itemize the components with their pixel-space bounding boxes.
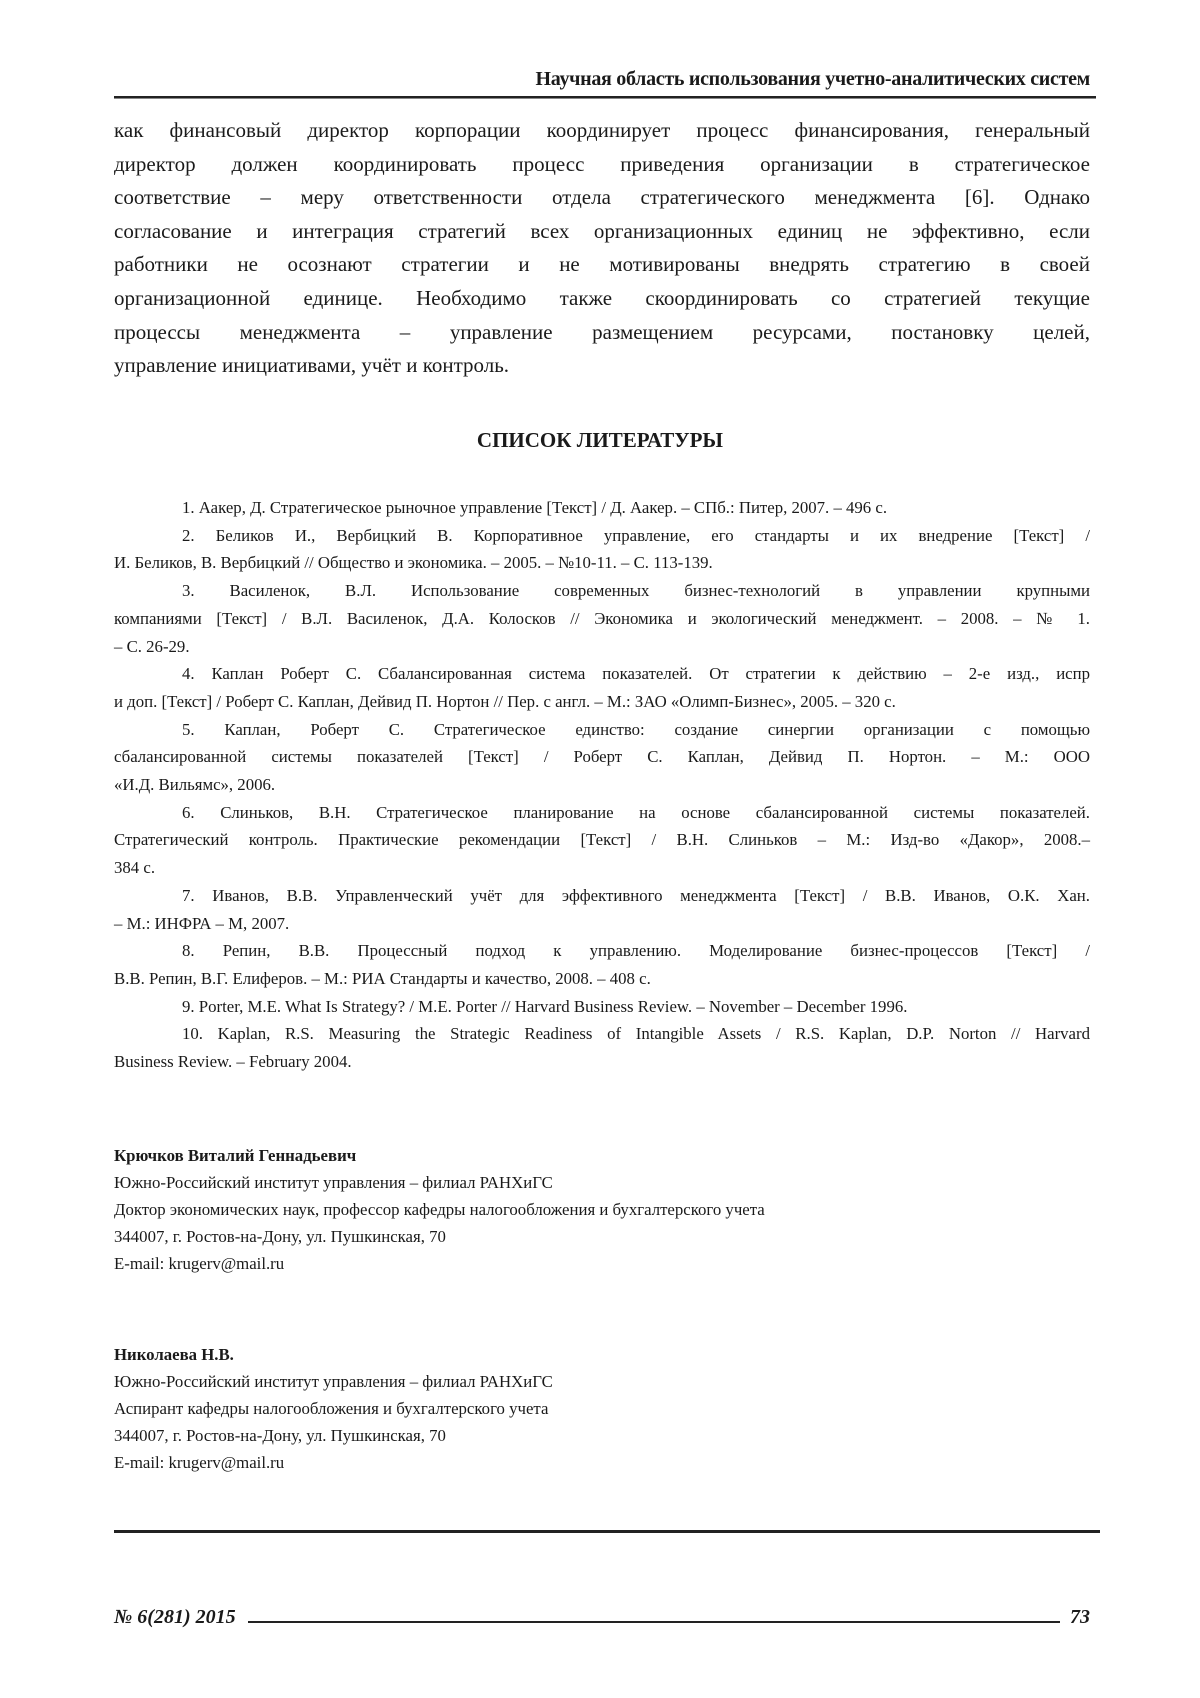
body-line: работники не осознают стратегии и не мотивированы внедрять стратегию в своей <box>114 248 1090 282</box>
reference-line: Business Review. – February 2004. <box>114 1048 1090 1076</box>
body-line: управление инициативами, учёт и контроль. <box>114 349 1090 383</box>
reference-line: сбалансированной системы показателей [Текст] / Роберт С. Каплан, Дейвид П. Нортон. – М.: ООО <box>114 743 1090 771</box>
reference-line: 3. Василенок, В.Л. Использование современных бизнес-технологий в управлении крупными <box>114 577 1090 605</box>
author-affiliation: Южно-Российский институт управления – филиал РАНХиГС <box>114 1169 765 1196</box>
author-address: 344007, г. Ростов-на-Дону, ул. Пушкинская, 70 <box>114 1422 553 1449</box>
reference-line: 1. Аакер, Д. Стратегическое рыночное управление [Текст] / Д. Аакер. – СПб.: Питер, 2007. – 496 с. <box>114 494 1090 522</box>
reference-line: 6. Слиньков, В.Н. Стратегическое планирование на основе сбалансированной системы показателей. <box>114 799 1090 827</box>
footer-rule <box>248 1621 1060 1623</box>
reference-item <box>114 1020 1090 1075</box>
reference-line: 384 с. <box>114 854 1090 882</box>
reference-line: «И.Д. Вильямс», 2006. <box>114 771 1090 799</box>
references-list <box>114 494 1090 1076</box>
author-affiliation: Южно-Российский институт управления – филиал РАНХиГС <box>114 1368 553 1395</box>
body-line: как финансовый директор корпорации координирует процесс финансирования, генеральный <box>114 114 1090 148</box>
reference-line: 10. Kaplan, R.S. Measuring the Strategic Readiness of Intangible Assets / R.S. Kaplan, D.P. Norton // Harvard <box>114 1020 1090 1048</box>
body-paragraph <box>114 114 1090 383</box>
issue-number: № 6(281) 2015 <box>114 1606 236 1629</box>
author-block <box>114 1341 553 1476</box>
page-number: 73 <box>1070 1606 1090 1629</box>
author-name: Крючков Виталий Геннадьевич <box>114 1142 765 1169</box>
reference-item <box>114 799 1090 882</box>
reference-item <box>114 993 1090 1021</box>
author-position: Доктор экономических наук, профессор кафедры налогообложения и бухгалтерского учета <box>114 1196 765 1223</box>
bottom-rule <box>114 1530 1100 1533</box>
author-email[interactable]: E-mail: krugerv@mail.ru <box>114 1449 553 1476</box>
body-line: соответствие – меру ответственности отдела стратегического менеджмента [6]. Однако <box>114 181 1090 215</box>
body-line: согласование и интеграция стратегий всех организационных единиц не эффективно, если <box>114 215 1090 249</box>
header-rule <box>114 96 1096 99</box>
body-line: организационной единице. Необходимо также скоординировать со стратегией текущие <box>114 282 1090 316</box>
author-block <box>114 1142 765 1277</box>
reference-item <box>114 882 1090 937</box>
reference-line: 4. Каплан Роберт С. Сбалансированная система показателей. От стратегии к действию – 2-е изд., испр <box>114 660 1090 688</box>
reference-item <box>114 522 1090 577</box>
reference-line: – М.: ИНФРА – М, 2007. <box>114 910 1090 938</box>
reference-line: 9. Porter, M.E. What Is Strategy? / M.E. Porter // Harvard Business Review. – November – December 1996. <box>114 993 1090 1021</box>
reference-item <box>114 660 1090 715</box>
author-email[interactable]: E-mail: krugerv@mail.ru <box>114 1250 765 1277</box>
reference-line: 7. Иванов, В.В. Управленческий учёт для эффективного менеджмента [Текст] / В.В. Иванов, О.К. Хан. <box>114 882 1090 910</box>
reference-item <box>114 577 1090 660</box>
author-position: Аспирант кафедры налогообложения и бухгалтерского учета <box>114 1395 553 1422</box>
reference-item <box>114 937 1090 992</box>
body-line: процессы менеджмента – управление размещением ресурсами, постановку целей, <box>114 316 1090 350</box>
reference-line: 2. Беликов И., Вербицкий В. Корпоративное управление, его стандарты и их внедрение [Текст] / <box>114 522 1090 550</box>
reference-item <box>114 494 1090 522</box>
reference-line: И. Беликов, В. Вербицкий // Общество и экономика. – 2005. – №10-11. – С. 113-139. <box>114 549 1090 577</box>
reference-line: и доп. [Текст] / Роберт С. Каплан, Дейвид П. Нортон // Пер. с англ. – М.: ЗАО «Олимп-Бизнес», 2005. – 320 с. <box>114 688 1090 716</box>
running-header: Научная область использования учетно-аналитических систем <box>114 68 1090 91</box>
reference-line: 8. Репин, В.В. Процессный подход к управлению. Моделирование бизнес-процессов [Текст] / <box>114 937 1090 965</box>
reference-line: В.В. Репин, В.Г. Елиферов. – М.: РИА Стандарты и качество, 2008. – 408 с. <box>114 965 1090 993</box>
body-line: директор должен координировать процесс приведения организации в стратегическое <box>114 148 1090 182</box>
author-address: 344007, г. Ростов-на-Дону, ул. Пушкинская, 70 <box>114 1223 765 1250</box>
reference-line: – С. 26-29. <box>114 633 1090 661</box>
page-footer <box>114 1606 1090 1629</box>
references-title: СПИСОК ЛИТЕРАТУРЫ <box>0 428 1200 453</box>
reference-line: компаниями [Текст] / В.Л. Василенок, Д.А. Колосков // Экономика и экологический менеджмент. – 2008. – № 1. <box>114 605 1090 633</box>
reference-item <box>114 716 1090 799</box>
reference-line: 5. Каплан, Роберт С. Стратегическое единство: создание синергии организации с помощью <box>114 716 1090 744</box>
author-name: Николаева Н.В. <box>114 1341 553 1368</box>
reference-line: Стратегический контроль. Практические рекомендации [Текст] / В.Н. Слиньков – М.: Изд-во «Дакор», 2008.– <box>114 826 1090 854</box>
